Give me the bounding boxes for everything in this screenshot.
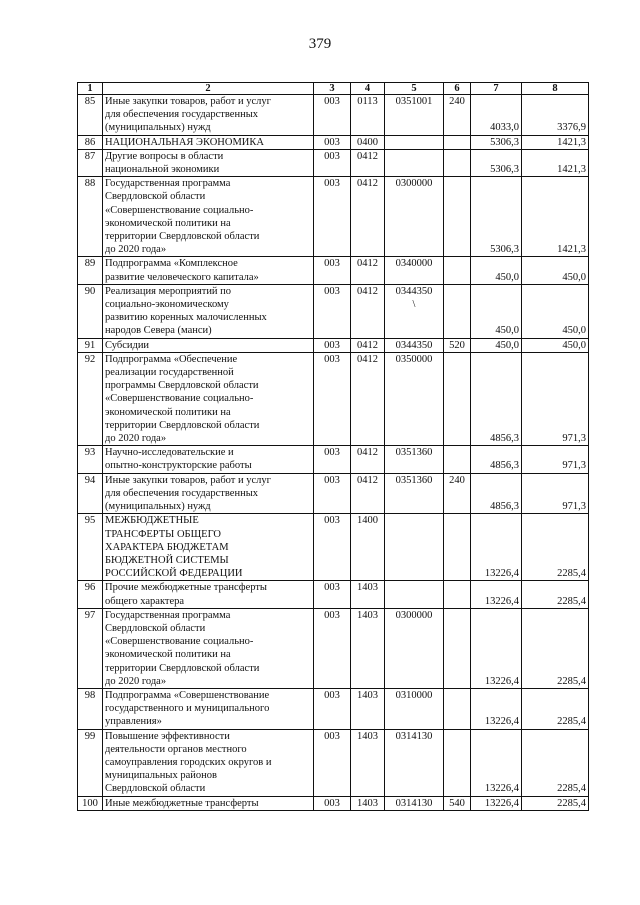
cell-amount-2: 971,3 [522, 352, 589, 445]
cell-expense-type [444, 149, 471, 176]
row-name: НАЦИОНАЛЬНАЯ ЭКОНОМИКА [103, 135, 314, 149]
row-name: Государственная программа Свердловской области «Совершенствование социально- экономической политики на территории Свердловской области до 2020 года» [103, 177, 314, 257]
cell-section: 1400 [351, 514, 385, 581]
cell-target [385, 135, 444, 149]
cell-grbs: 003 [314, 177, 351, 257]
cell-expense-type [444, 135, 471, 149]
cell-grbs: 003 [314, 608, 351, 688]
cell-amount-2: 3376,9 [522, 95, 589, 136]
cell-target: 0351001 [385, 95, 444, 136]
table-row [78, 149, 589, 176]
cell-expense-type [444, 284, 471, 338]
cell-grbs: 003 [314, 352, 351, 445]
cell-amount-2: 450,0 [522, 284, 589, 338]
table-row [78, 688, 589, 729]
cell-amount-1: 13226,4 [471, 514, 522, 581]
column-header: 8 [522, 83, 589, 95]
cell-expense-type: 520 [444, 338, 471, 352]
cell-section: 1403 [351, 581, 385, 608]
cell-amount-1: 4856,3 [471, 352, 522, 445]
cell-section: 0412 [351, 177, 385, 257]
row-number: 91 [78, 338, 103, 352]
cell-amount-2: 2285,4 [522, 729, 589, 796]
cell-expense-type [444, 177, 471, 257]
cell-amount-2: 2285,4 [522, 796, 589, 810]
row-name: Государственная программа Свердловской области «Совершенствование социально- экономической политики на территории Свердловской области до 2020 года» [103, 608, 314, 688]
cell-section: 1403 [351, 729, 385, 796]
cell-grbs: 003 [314, 473, 351, 514]
table-row [78, 473, 589, 514]
cell-grbs: 003 [314, 338, 351, 352]
row-number: 89 [78, 257, 103, 284]
cell-expense-type: 240 [444, 473, 471, 514]
cell-expense-type [444, 352, 471, 445]
table-row [78, 257, 589, 284]
header-row [78, 83, 589, 95]
cell-section: 0412 [351, 149, 385, 176]
row-number: 94 [78, 473, 103, 514]
cell-section: 0113 [351, 95, 385, 136]
row-number: 92 [78, 352, 103, 445]
cell-grbs: 003 [314, 729, 351, 796]
table-row [78, 608, 589, 688]
row-number: 98 [78, 688, 103, 729]
cell-expense-type [444, 581, 471, 608]
column-header: 6 [444, 83, 471, 95]
column-header: 7 [471, 83, 522, 95]
cell-expense-type [444, 688, 471, 729]
cell-section: 0412 [351, 284, 385, 338]
cell-amount-1: 13226,4 [471, 581, 522, 608]
cell-amount-1: 5306,3 [471, 149, 522, 176]
row-name: Другие вопросы в области национальной экономики [103, 149, 314, 176]
row-name: Иные межбюджетные трансферты [103, 796, 314, 810]
cell-amount-2: 1421,3 [522, 177, 589, 257]
table-row [78, 514, 589, 581]
cell-amount-1: 450,0 [471, 338, 522, 352]
cell-target: 0340000 [385, 257, 444, 284]
table-row [78, 95, 589, 136]
row-name: Подпрограмма «Обеспечение реализации государственной программы Свердловской области «Совершенствование социально- экономической политики на территории Свердловской области до 2020 года» [103, 352, 314, 445]
cell-expense-type: 540 [444, 796, 471, 810]
row-name: Реализация мероприятий по социально-экономическому развитию коренных малочисленных народов Севера (манси) [103, 284, 314, 338]
cell-amount-2: 1421,3 [522, 135, 589, 149]
cell-grbs: 003 [314, 95, 351, 136]
cell-expense-type [444, 608, 471, 688]
cell-amount-2: 1421,3 [522, 149, 589, 176]
cell-target: 0344350 \ [385, 284, 444, 338]
row-number: 97 [78, 608, 103, 688]
cell-target: 0351360 [385, 473, 444, 514]
cell-section: 0400 [351, 135, 385, 149]
cell-target: 0310000 [385, 688, 444, 729]
cell-target: 0351360 [385, 446, 444, 473]
row-name: Прочие межбюджетные трансферты общего характера [103, 581, 314, 608]
cell-section: 0412 [351, 257, 385, 284]
cell-amount-2: 971,3 [522, 473, 589, 514]
row-name: Подпрограмма «Совершенствование государственного и муниципального управления» [103, 688, 314, 729]
cell-amount-2: 2285,4 [522, 514, 589, 581]
cell-target: 0350000 [385, 352, 444, 445]
column-header: 2 [103, 83, 314, 95]
cell-amount-1: 4033,0 [471, 95, 522, 136]
cell-amount-1: 450,0 [471, 257, 522, 284]
cell-grbs: 003 [314, 284, 351, 338]
row-name: МЕЖБЮДЖЕТНЫЕ ТРАНСФЕРТЫ ОБЩЕГО ХАРАКТЕРА БЮДЖЕТАМ БЮДЖЕТНОЙ СИСТЕМЫ РОССИЙСКОЙ ФЕДЕРАЦИИ [103, 514, 314, 581]
row-number: 90 [78, 284, 103, 338]
cell-grbs: 003 [314, 514, 351, 581]
cell-section: 0412 [351, 473, 385, 514]
budget-table [77, 82, 589, 811]
cell-amount-2: 2285,4 [522, 688, 589, 729]
cell-amount-1: 4856,3 [471, 446, 522, 473]
row-name: Подпрограмма «Комплексное развитие человеческого капитала» [103, 257, 314, 284]
cell-grbs: 003 [314, 135, 351, 149]
cell-target [385, 581, 444, 608]
table-row [78, 135, 589, 149]
table-row [78, 446, 589, 473]
cell-section: 0412 [351, 338, 385, 352]
cell-target: 0300000 [385, 177, 444, 257]
cell-amount-1: 5306,3 [471, 177, 522, 257]
column-header: 3 [314, 83, 351, 95]
page-number: 379 [308, 36, 332, 52]
cell-amount-1: 4856,3 [471, 473, 522, 514]
table-row [78, 338, 589, 352]
row-number: 96 [78, 581, 103, 608]
cell-amount-1: 5306,3 [471, 135, 522, 149]
column-header: 4 [351, 83, 385, 95]
table-row [78, 581, 589, 608]
row-number: 88 [78, 177, 103, 257]
cell-amount-2: 971,3 [522, 446, 589, 473]
cell-target: 0344350 [385, 338, 444, 352]
cell-amount-2: 450,0 [522, 338, 589, 352]
row-name: Научно-исследовательские и опытно-конструкторские работы [103, 446, 314, 473]
cell-grbs: 003 [314, 688, 351, 729]
cell-amount-1: 13226,4 [471, 688, 522, 729]
cell-target: 0300000 [385, 608, 444, 688]
table-row [78, 177, 589, 257]
row-number: 93 [78, 446, 103, 473]
cell-section: 0412 [351, 446, 385, 473]
cell-amount-1: 13226,4 [471, 796, 522, 810]
table-row [78, 284, 589, 338]
cell-grbs: 003 [314, 796, 351, 810]
row-name: Иные закупки товаров, работ и услуг для обеспечения государственных (муниципальных) нужд [103, 473, 314, 514]
cell-expense-type [444, 257, 471, 284]
cell-target: 0314130 [385, 796, 444, 810]
cell-section: 0412 [351, 352, 385, 445]
table-row [78, 796, 589, 810]
cell-expense-type [444, 514, 471, 581]
cell-expense-type [444, 446, 471, 473]
row-number: 99 [78, 729, 103, 796]
row-number: 85 [78, 95, 103, 136]
table-row [78, 729, 589, 796]
row-name: Субсидии [103, 338, 314, 352]
cell-grbs: 003 [314, 149, 351, 176]
cell-section: 1403 [351, 796, 385, 810]
table-row [78, 352, 589, 445]
cell-target [385, 149, 444, 176]
cell-amount-1: 13226,4 [471, 608, 522, 688]
cell-section: 1403 [351, 688, 385, 729]
cell-expense-type: 240 [444, 95, 471, 136]
cell-amount-2: 2285,4 [522, 581, 589, 608]
row-number: 86 [78, 135, 103, 149]
cell-amount-2: 2285,4 [522, 608, 589, 688]
column-header: 5 [385, 83, 444, 95]
row-name: Повышение эффективности деятельности органов местного самоуправления городских округов и муниципальных районов Свердловской области [103, 729, 314, 796]
cell-section: 1403 [351, 608, 385, 688]
cell-grbs: 003 [314, 446, 351, 473]
cell-target: 0314130 [385, 729, 444, 796]
row-number: 95 [78, 514, 103, 581]
cell-amount-2: 450,0 [522, 257, 589, 284]
row-name: Иные закупки товаров, работ и услуг для обеспечения государственных (муниципальных) нужд [103, 95, 314, 136]
cell-expense-type [444, 729, 471, 796]
cell-grbs: 003 [314, 257, 351, 284]
row-number: 100 [78, 796, 103, 810]
cell-grbs: 003 [314, 581, 351, 608]
row-number: 87 [78, 149, 103, 176]
cell-amount-1: 450,0 [471, 284, 522, 338]
cell-amount-1: 13226,4 [471, 729, 522, 796]
cell-target [385, 514, 444, 581]
column-header: 1 [78, 83, 103, 95]
